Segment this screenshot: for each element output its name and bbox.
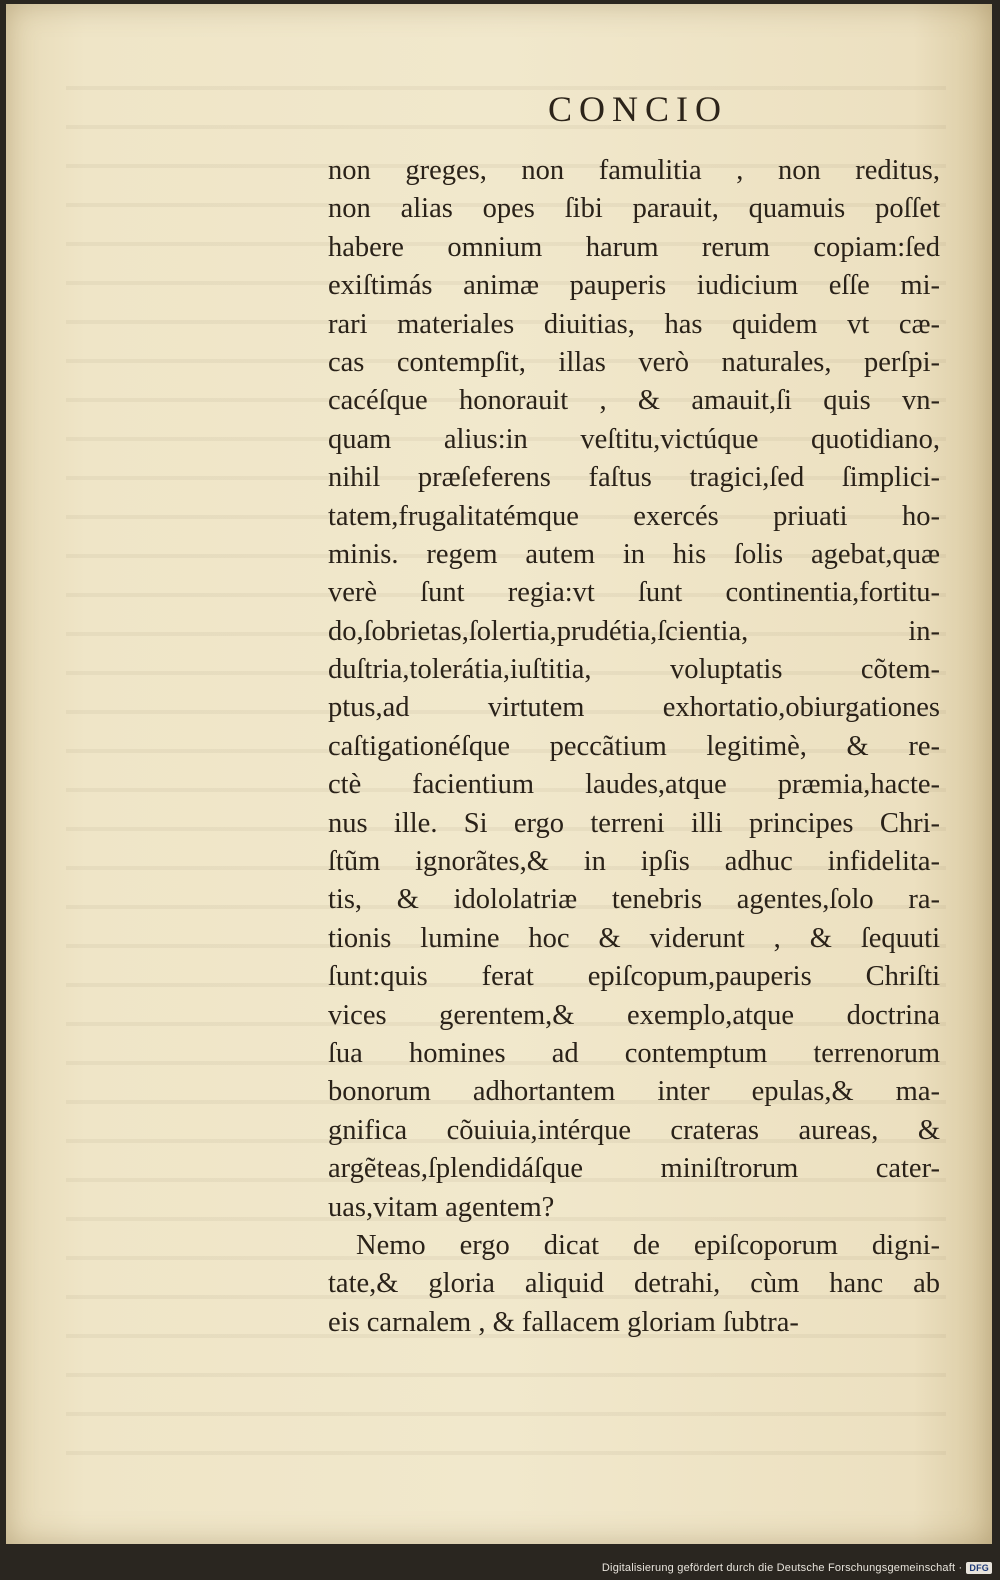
text-line: uas,vitam agentem?: [328, 1191, 555, 1223]
text-line: cacéſque honorauit , & amauit,ſi quis vn-: [328, 385, 940, 417]
credit-text: Digitalisierung gefördert durch die Deutsche Forschungsgemeinschaft ·: [601, 1562, 963, 1574]
body-text: [328, 152, 940, 1342]
text-line: bonorum adhortantem inter epulas,& ma-: [328, 1076, 940, 1108]
text-line: ſunt:quis ferat epiſcopum,pauperis Chriſti: [328, 961, 940, 993]
text-line: cas contempſit, illas verò naturales, perſpi-: [328, 346, 940, 378]
text-line: Nemo ergo dicat de epiſcoporum digni-: [356, 1229, 940, 1261]
text-line: ſua homines ad contemptum terrenorum: [328, 1037, 940, 1069]
text-line: argẽteas,ſplendidáſque miniſtrorum cater-: [328, 1153, 940, 1185]
text-line: rari materiales diuitias, has quidem vt cæ-: [328, 308, 940, 340]
text-line: caſtigationéſque peccãtium legitimè, & re-: [328, 730, 940, 762]
text-line: ſtũm ignorãtes,& in ipſis adhuc infidelita-: [328, 846, 940, 878]
text-line: duſtria,tolerátia,iuſtitia, voluptatis cõtem-: [328, 654, 940, 686]
text-line: ptus,ad virtutem exhortatio,obiurgationes: [328, 692, 940, 724]
text-line: vices gerentem,& exemplo,atque doctrina: [328, 999, 940, 1031]
text-line: nihil præſeferens faſtus tragici,ſed ſimplici-: [328, 462, 940, 494]
text-line: verè ſunt regia:vt ſunt continentia,fortitu-: [328, 577, 940, 609]
text-line: non alias opes ſibi parauit, quamuis poſſet: [328, 193, 940, 225]
text-line: quam alius:in veſtitu,victúque quotidiano,: [328, 423, 940, 455]
text-line: tate,& gloria aliquid detrahi, cùm hanc ab: [328, 1268, 940, 1300]
text-line: exiſtimás animæ pauperis iudicium eſſe mi-: [328, 270, 940, 302]
text-line: non greges, non famulitia , non reditus,: [328, 155, 940, 186]
text-line: tionis lumine hoc & viderunt , & ſequuti: [328, 922, 940, 954]
text-line: tatem,frugalitatémque exercés priuati ho-: [328, 500, 940, 532]
dfg-logo-icon: DFG: [966, 1562, 992, 1574]
text-line: do,ſobrietas,ſolertia,prudétia,ſcientia, in-: [328, 615, 940, 647]
text-line: eis carnalem , & fallacem gloriam ſubtra-: [328, 1306, 799, 1338]
text-line: habere omnium harum rerum copiam:ſed: [328, 231, 940, 263]
text-line: ctè facientium laudes,atque præmia,hacte-: [328, 769, 940, 801]
text-line: nus ille. Si ergo terreni illi principes Chri-: [328, 807, 940, 839]
text-line: tis, & idololatriæ tenebris agentes,ſolo ra-: [328, 884, 940, 916]
funding-credit: [602, 1562, 992, 1574]
text-line: gnifica cõuiuia,intérque crateras aureas, &: [328, 1114, 940, 1146]
book-page: [6, 4, 992, 1544]
text-line: minis. regem autem in his ſolis agebat,quæ: [328, 538, 940, 570]
running-head: CONCIO: [547, 89, 728, 129]
